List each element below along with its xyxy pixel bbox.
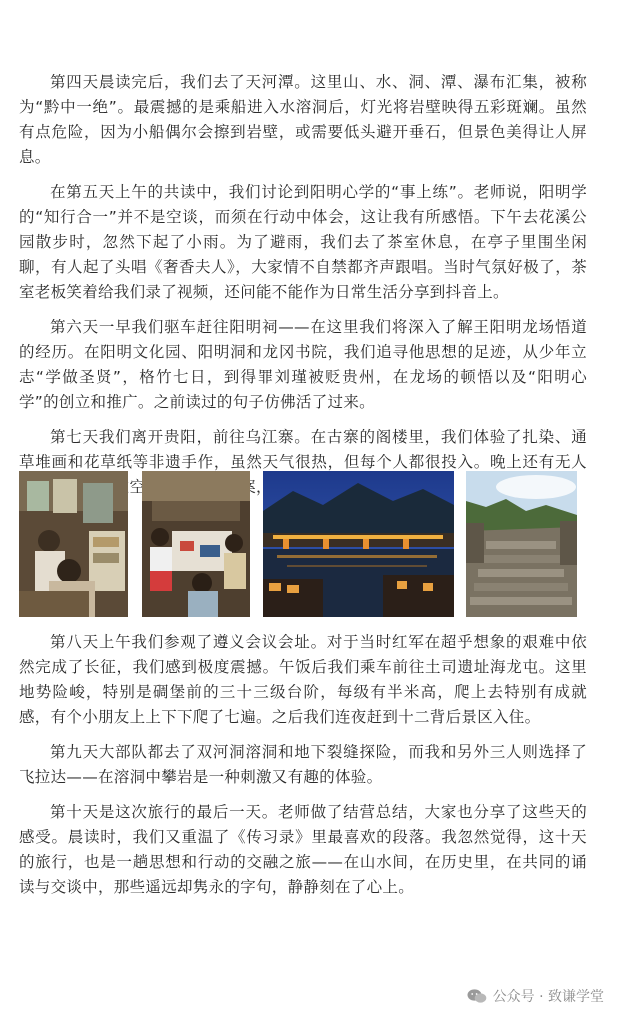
stone-steps-ruins-photo — [466, 471, 577, 617]
photo-row — [19, 471, 577, 617]
paragraph-day5: 在第五天上午的共读中，我们讨论到阳明心学的“事上练”。老师说，阳明学的“知行合一”并不是空谈，而须在行动中体会，这让我有所感悟。下午去花溪公园散步时，忽然下起了小雨。为了避雨，我们去了茶室休息，在亭子里围坐闲聊，有人起了头唱《奢香夫人》，大家情不自禁都齐声跟唱。当时气氛好极了，茶室老板笑着给我们录了视频，还问能不能作为日常生活分享到抖音上。 — [19, 183, 587, 301]
article-lower — [19, 630, 587, 910]
paragraph-day4: 第四天晨读完后，我们去了天河潭。这里山、水、洞、潭、瀑布汇集，被称为“黔中一绝”。最震撼的是乘船进入水溶洞后，灯光将岩壁映得五彩斑斓。虽然有点危险，因为小船偶尔会擦到岩壁，或需要低头避开垂石，但景色美得让人屏息。 — [19, 73, 587, 166]
article-upper — [19, 70, 587, 510]
paragraph-day6: 第六天一早我们驱车赶往阳明祠——在这里我们将深入了解王阳明龙场悟道的经历。在阳明文化园、阳明洞和龙冈书院，我们追寻他思想的足迹，从少年立志“学做圣贤”，格竹七日，到得罪刘瑾被贬贵州，在龙场的顿悟以及“阳明心学”的创立和推广。之前读过的句子仿佛活了过来。 — [19, 318, 587, 411]
source-watermark — [467, 986, 604, 1006]
paragraph-day10: 第十天是这次旅行的最后一天。老师做了结营总结，大家也分享了这些天的感受。晨读时，我们又重温了《传习录》里最喜欢的段落。我忽然觉得，这十天的旅行，也是一趟思想和行动的交融之旅——在山水间，在历史里，在共同的诵读与交谈中，那些遥远却隽永的字句，静静刻在了心上。 — [19, 803, 587, 896]
night-bridge-river-photo — [263, 471, 454, 617]
craft-workshop-photo — [19, 471, 128, 617]
paragraph-day9: 第九天大部队都去了双河洞溶洞和地下裂缝探险，而我和另外三人则选择了飞拉达——在溶洞中攀岩是一种刺激又有趣的体验。 — [19, 743, 587, 786]
source-label: 公众号 · 致谦学堂 — [492, 989, 604, 1005]
paragraph-day8: 第八天上午我们参观了遵义会议会址。对于当时红军在超乎想象的艰难中依然完成了长征，我们感到极度震撼。午饭后我们乘车前往土司遗址海龙屯。这里地势险峻，特别是碉堡前的三十三级台阶，每级有半米高，爬上去特别有成就感，有个小朋友上上下下爬了七遍。之后我们连夜赶到十二背后景区入住。 — [19, 633, 587, 726]
classroom-activity-photo — [142, 471, 250, 617]
wechat-icon — [467, 988, 487, 1004]
paragraph-day7: 第七天我们离开贵阳，前往乌江寨。在古寨的阁楼里，我们体验了扎染、通草堆画和花草纸等非遗手作，虽然天气很热，但每个人都很投入。晚上还有无人 在空 案， — [19, 428, 587, 496]
